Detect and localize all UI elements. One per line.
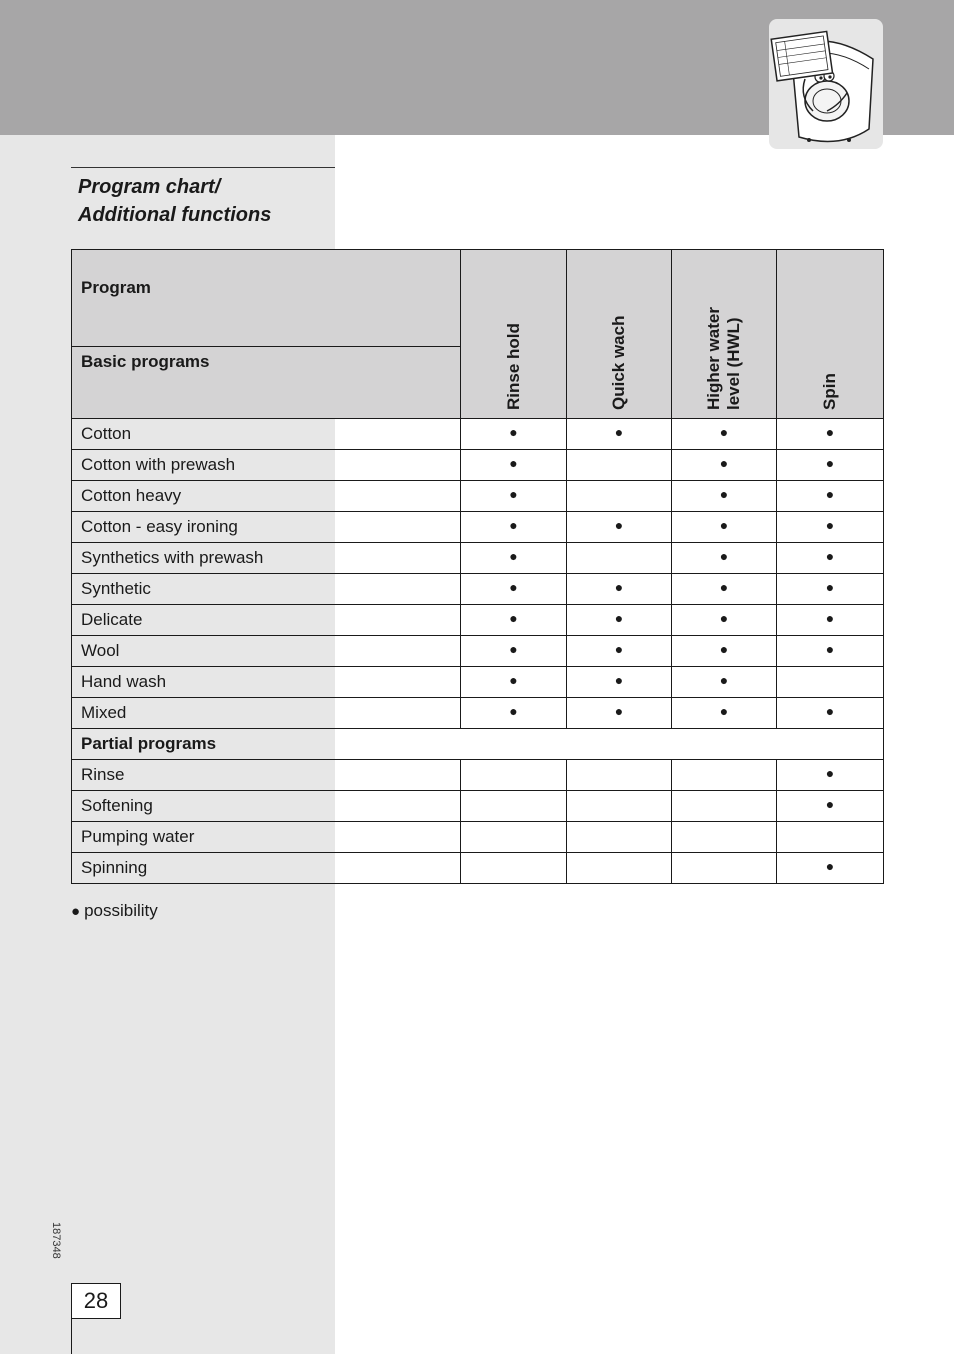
possibility-dot-icon: ● <box>825 610 835 626</box>
possibility-dot-icon: ● <box>719 486 729 502</box>
function-cell <box>567 822 672 853</box>
function-cell <box>777 481 884 512</box>
possibility-dot-icon: ● <box>614 703 624 719</box>
function-cell <box>777 512 884 543</box>
function-cell <box>567 636 672 667</box>
possibility-dot-icon: ● <box>614 672 624 688</box>
function-cell <box>461 853 567 884</box>
function-cell <box>461 605 567 636</box>
function-cell <box>672 543 777 574</box>
function-cell <box>567 450 672 481</box>
function-cell <box>567 791 672 822</box>
column-header-line: Rinse hold <box>503 323 523 410</box>
function-cell <box>567 667 672 698</box>
column-header-label <box>504 323 524 410</box>
function-cell <box>461 574 567 605</box>
function-cell <box>777 543 884 574</box>
possibility-dot-icon: ● <box>614 579 624 595</box>
table-row <box>72 791 884 822</box>
possibility-dot-icon: ● <box>825 517 835 533</box>
table-row <box>72 450 884 481</box>
function-cell <box>567 543 672 574</box>
possibility-dot-icon: ● <box>825 641 835 657</box>
function-cell <box>672 822 777 853</box>
program-name: Wool <box>72 636 461 667</box>
possibility-dot-icon: ● <box>825 858 835 874</box>
function-cell <box>461 822 567 853</box>
possibility-dot-icon: ● <box>825 703 835 719</box>
function-cell <box>672 574 777 605</box>
column-header <box>461 250 567 419</box>
table-row <box>72 512 884 543</box>
possibility-dot-icon: ● <box>509 641 518 657</box>
function-cell <box>777 667 884 698</box>
table-row <box>72 822 884 853</box>
legend <box>71 901 158 921</box>
program-name: Cotton - easy ironing <box>72 512 461 543</box>
program-name: Hand wash <box>72 667 461 698</box>
program-name: Synthetics with prewash <box>72 543 461 574</box>
partial-programs-row <box>72 729 884 760</box>
function-cell <box>567 481 672 512</box>
possibility-dot-icon: ● <box>719 517 729 533</box>
legend-text: possibility <box>84 901 158 920</box>
function-cell <box>461 791 567 822</box>
title-rule <box>71 167 335 168</box>
function-cell <box>777 574 884 605</box>
function-cell <box>461 419 567 450</box>
table-row <box>72 419 884 450</box>
table-row <box>72 481 884 512</box>
function-cell <box>461 698 567 729</box>
program-name: Pumping water <box>72 822 461 853</box>
table-row <box>72 698 884 729</box>
function-cell <box>672 853 777 884</box>
program-name: Synthetic <box>72 574 461 605</box>
possibility-dot-icon: ● <box>825 579 835 595</box>
function-cell <box>672 419 777 450</box>
column-header-line: level (HWL) <box>724 317 743 410</box>
column-header-label <box>820 373 840 410</box>
table-row <box>72 760 884 791</box>
possibility-dot-icon: ● <box>509 703 518 719</box>
function-cell <box>461 760 567 791</box>
table-row <box>72 605 884 636</box>
possibility-dot-icon: ● <box>509 548 518 564</box>
possibility-dot-icon: ● <box>719 579 729 595</box>
column-header-line: Higher water <box>704 307 723 410</box>
function-cell <box>461 543 567 574</box>
function-cell <box>777 605 884 636</box>
function-cell <box>567 853 672 884</box>
program-chart-table <box>71 249 884 884</box>
possibility-dot-icon: ● <box>719 641 729 657</box>
function-cell <box>777 853 884 884</box>
function-cell <box>567 698 672 729</box>
possibility-dot-icon: ● <box>719 703 729 719</box>
function-cell <box>777 636 884 667</box>
function-cell <box>461 512 567 543</box>
table-row <box>72 853 884 884</box>
column-header <box>567 250 672 419</box>
possibility-dot-icon: ● <box>509 455 518 471</box>
program-name: Delicate <box>72 605 461 636</box>
function-cell <box>672 450 777 481</box>
function-cell <box>672 512 777 543</box>
page-title-line-1: Program chart/ <box>78 176 221 198</box>
function-cell <box>672 760 777 791</box>
program-name: Cotton <box>72 419 461 450</box>
function-cell <box>672 605 777 636</box>
program-name: Cotton heavy <box>72 481 461 512</box>
possibility-dot-icon: ● <box>509 579 518 595</box>
possibility-dot-icon: ● <box>509 672 518 688</box>
function-cell <box>672 636 777 667</box>
possibility-dot-icon: ● <box>825 424 835 440</box>
possibility-dot-icon: ● <box>509 486 518 502</box>
possibility-dot-icon: ● <box>719 548 729 564</box>
header-basic-programs: Basic programs <box>72 346 461 418</box>
possibility-dot-icon: ● <box>719 455 729 471</box>
function-cell <box>567 419 672 450</box>
table-row <box>72 667 884 698</box>
function-cell <box>777 791 884 822</box>
page-title-line-2: Additional functions <box>78 204 272 226</box>
function-cell <box>672 698 777 729</box>
page-number: 28 <box>71 1283 121 1319</box>
possibility-dot-icon: ● <box>614 610 624 626</box>
function-cell <box>672 667 777 698</box>
possibility-dot-icon: ● <box>719 672 729 688</box>
table-row <box>72 543 884 574</box>
function-cell <box>567 512 672 543</box>
page-number-rule <box>71 1319 72 1354</box>
possibility-dot-icon: ● <box>509 517 518 533</box>
function-cell <box>567 760 672 791</box>
column-header <box>777 250 884 419</box>
table-row <box>72 574 884 605</box>
possibility-dot-icon: ● <box>825 548 835 564</box>
program-name: Spinning <box>72 853 461 884</box>
legend-dot-icon: ● <box>71 903 81 920</box>
washing-machine-mascot-icon <box>769 19 883 149</box>
program-name: Softening <box>72 791 461 822</box>
table-row <box>72 636 884 667</box>
possibility-dot-icon: ● <box>719 610 729 626</box>
document-code: 187348 <box>50 1222 62 1259</box>
possibility-dot-icon: ● <box>825 486 835 502</box>
possibility-dot-icon: ● <box>825 455 835 471</box>
possibility-dot-icon: ● <box>825 765 835 781</box>
function-cell <box>777 450 884 481</box>
column-header-line: Quick wach <box>609 315 628 410</box>
possibility-dot-icon: ● <box>614 424 624 440</box>
possibility-dot-icon: ● <box>614 517 624 533</box>
partial-programs-header: Partial programs <box>72 729 884 760</box>
column-header-label <box>609 316 629 410</box>
function-cell <box>672 791 777 822</box>
function-cell <box>672 481 777 512</box>
column-header-line: Spin <box>820 373 839 410</box>
function-cell <box>461 450 567 481</box>
column-header <box>672 250 777 419</box>
function-cell <box>461 481 567 512</box>
header-program: Program <box>72 250 461 347</box>
page-title <box>78 173 338 229</box>
function-cell <box>567 574 672 605</box>
possibility-dot-icon: ● <box>509 610 518 626</box>
column-header-label <box>704 307 744 410</box>
program-name: Rinse <box>72 760 461 791</box>
program-name: Mixed <box>72 698 461 729</box>
function-cell <box>777 698 884 729</box>
function-cell <box>461 667 567 698</box>
program-name: Cotton with prewash <box>72 450 461 481</box>
function-cell <box>777 760 884 791</box>
function-cell <box>777 822 884 853</box>
possibility-dot-icon: ● <box>825 796 835 812</box>
function-cell <box>567 605 672 636</box>
function-cell <box>777 419 884 450</box>
possibility-dot-icon: ● <box>719 424 729 440</box>
function-cell <box>461 636 567 667</box>
possibility-dot-icon: ● <box>509 424 518 440</box>
possibility-dot-icon: ● <box>614 641 624 657</box>
